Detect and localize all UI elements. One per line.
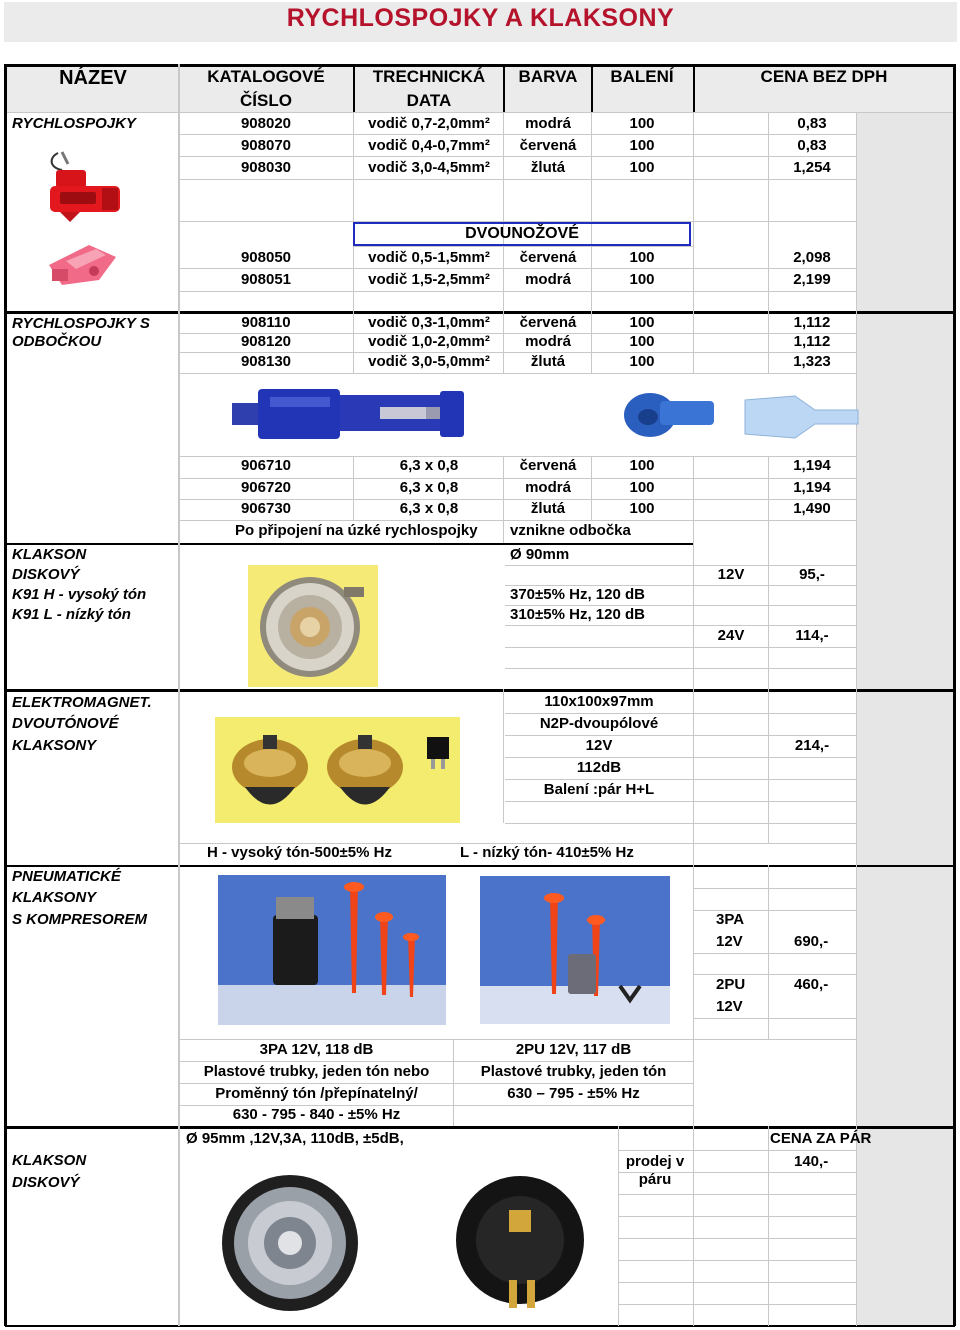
sec5-name-3: S KOMPRESOREM bbox=[12, 911, 148, 928]
sec4-name-1: ELEKTROMAGNET. bbox=[12, 694, 152, 711]
catalog-number: 908030 bbox=[240, 159, 292, 176]
sec3-name-2: DISKOVÝ bbox=[12, 566, 80, 583]
sec3-price-2: 114,- bbox=[795, 627, 829, 644]
pack-value: 100 bbox=[629, 137, 655, 154]
sec1-subhead: DVOUNOŽOVÉ bbox=[465, 225, 579, 242]
grid-vline bbox=[768, 1126, 769, 1326]
price-value: 1,194 bbox=[793, 457, 831, 474]
sec4-name-2: DVOUTÓNOVÉ bbox=[12, 715, 119, 732]
grid-hline bbox=[180, 134, 856, 135]
header-katalog-1: KATALOGOVÉ bbox=[207, 67, 325, 86]
price-value: 0,83 bbox=[797, 115, 827, 132]
color-value: červená bbox=[519, 457, 577, 474]
pack-value: 100 bbox=[629, 479, 655, 496]
color-value: žlutá bbox=[530, 159, 566, 176]
disc-horn-image bbox=[248, 565, 378, 687]
catalog-number: 908110 bbox=[241, 314, 291, 331]
air-horn-2pu-spec: Plastové trubky, jeden tón bbox=[480, 1063, 667, 1080]
pack-value: 100 bbox=[629, 333, 655, 350]
technical-data: vodič 0,7-2,0mm² bbox=[368, 115, 490, 132]
sec5-name-2: KLAKSONY bbox=[12, 889, 97, 906]
sec5-name-1: PNEUMATICKÉ bbox=[12, 868, 121, 885]
grid-hline bbox=[505, 779, 856, 780]
grid-hline bbox=[353, 246, 693, 247]
technical-data: vodič 1,5-2,5mm² bbox=[368, 271, 490, 288]
grid-hline bbox=[5, 1325, 955, 1327]
air-horn-2pu-spec: 2PU 12V, 117 dB bbox=[515, 1041, 632, 1058]
color-value: červená bbox=[519, 249, 577, 266]
price-value: 1,490 bbox=[793, 500, 831, 517]
pack-value: 100 bbox=[629, 249, 655, 266]
horn-spec: 12V bbox=[585, 737, 613, 754]
catalog-number: 908070 bbox=[240, 137, 292, 154]
grid-hline bbox=[618, 1260, 856, 1261]
sec6-prodej-1: prodej v bbox=[625, 1153, 685, 1170]
sec3-spec-l: 310±5% Hz, 120 dB bbox=[510, 606, 645, 623]
sec6-spec: Ø 95mm ,12V,3A, 110dB, ±5dB, bbox=[186, 1130, 404, 1147]
color-value: modrá bbox=[525, 271, 571, 288]
pack-value: 100 bbox=[629, 353, 655, 370]
sec5-price-2: 460,- bbox=[794, 976, 829, 993]
air-horn-3pa-spec: 630 - 795 - 840 - ±5% Hz bbox=[232, 1106, 401, 1123]
grid-hline bbox=[618, 1304, 856, 1305]
grid-hline bbox=[694, 974, 856, 975]
air-horns-2pu-image bbox=[480, 876, 670, 1024]
electromagnetic-horns-image bbox=[215, 717, 460, 823]
grid-vline bbox=[768, 865, 769, 1039]
pink-connector-image bbox=[44, 235, 124, 290]
color-value: modrá bbox=[525, 479, 571, 496]
grid-vline bbox=[4, 64, 7, 1326]
technical-data: 6,3 x 0,8 bbox=[399, 479, 459, 496]
price-value: 2,199 bbox=[793, 271, 831, 288]
sec3-voltage-2: 24V bbox=[717, 627, 745, 644]
sec5-model-1: 3PA bbox=[716, 911, 745, 928]
sec2-name-2: ODBOČKOU bbox=[12, 333, 102, 350]
price-value: 1,112 bbox=[793, 314, 831, 331]
grid-vline bbox=[953, 64, 956, 1326]
grid-hline bbox=[505, 757, 856, 758]
grid-hline bbox=[694, 1018, 856, 1019]
sec3-voltage-1: 12V bbox=[717, 566, 745, 583]
sec6-price: 140,- bbox=[794, 1153, 829, 1170]
grid-hline bbox=[505, 647, 856, 648]
color-value: červená bbox=[519, 314, 577, 331]
grid-vline bbox=[693, 112, 694, 311]
grid-hline bbox=[505, 713, 856, 714]
horn-spec: 110x100x97mm bbox=[544, 693, 654, 710]
disc-horn-black-image bbox=[215, 1165, 365, 1320]
catalog-number: 908050 bbox=[240, 249, 292, 266]
grid-hline bbox=[5, 865, 955, 867]
header-cena: CENA BEZ DPH bbox=[760, 67, 888, 86]
pack-value: 100 bbox=[629, 115, 655, 132]
pack-value: 100 bbox=[629, 457, 655, 474]
grid-vline bbox=[693, 1126, 694, 1326]
color-value: modrá bbox=[525, 115, 571, 132]
sec3-diameter: Ø 90mm bbox=[510, 546, 570, 563]
technical-data: 6,3 x 0,8 bbox=[399, 500, 459, 517]
catalog-number: 906730 bbox=[240, 500, 292, 517]
grid-hline bbox=[505, 735, 856, 736]
catalog-number: 908130 bbox=[240, 353, 292, 370]
pack-value: 100 bbox=[629, 314, 655, 331]
grid-hline bbox=[618, 1216, 856, 1217]
sec1-name: RYCHLOSPOJKY bbox=[12, 115, 136, 132]
sec2-note-b: vznikne odbočka bbox=[510, 522, 631, 539]
catalog-number: 906710 bbox=[240, 457, 292, 474]
header-nazev: NÁZEV bbox=[59, 67, 127, 89]
catalog-number: 906720 bbox=[240, 479, 292, 496]
sec6-name-1: KLAKSON bbox=[12, 1152, 87, 1169]
grid-hline bbox=[5, 689, 955, 692]
price-value: 1,323 bbox=[793, 353, 831, 370]
sec5-tone-l: L - nízký tón- 410±5% Hz bbox=[460, 844, 634, 861]
page-title: RYCHLOSPOJKY A KLAKSONY bbox=[286, 4, 675, 32]
grid-hline bbox=[5, 112, 955, 113]
grid-hline bbox=[180, 1083, 693, 1084]
horn-spec: Balení :pár H+L bbox=[543, 781, 655, 798]
grid-hline bbox=[618, 1150, 856, 1151]
horn-spec: 112dB bbox=[576, 759, 622, 776]
red-connector-image bbox=[40, 148, 130, 228]
price-value: 0,83 bbox=[797, 137, 827, 154]
sec4-name-3: KLAKSONY bbox=[12, 737, 97, 754]
technical-data: vodič 0,3-1,0mm² bbox=[368, 314, 490, 331]
blue-tap-connector-image bbox=[620, 385, 720, 445]
blue-splice-connector-image bbox=[230, 385, 470, 445]
sec2-name-1: RYCHLOSPOJKY S bbox=[12, 315, 150, 332]
technical-data: vodič 0,4-0,7mm² bbox=[368, 137, 490, 154]
sec5-tone-h: H - vysoký tón-500±5% Hz bbox=[207, 844, 392, 861]
grid-hline bbox=[180, 156, 856, 157]
grid-hline bbox=[694, 953, 856, 954]
catalog-number: 908120 bbox=[240, 333, 292, 350]
grid-hline bbox=[180, 1061, 693, 1062]
grid-hline bbox=[180, 291, 856, 292]
air-horn-2pu-spec: 630 – 795 - ±5% Hz bbox=[507, 1085, 640, 1102]
pack-value: 100 bbox=[629, 500, 655, 517]
sec3-name-1: KLAKSON bbox=[12, 546, 87, 563]
grid-hline bbox=[505, 625, 856, 626]
color-value: žlutá bbox=[530, 500, 566, 517]
grid-hline bbox=[618, 1282, 856, 1283]
technical-data: vodič 0,5-1,5mm² bbox=[368, 249, 490, 266]
sec5-model-2: 2PU bbox=[716, 976, 746, 993]
grid-vline bbox=[768, 689, 769, 843]
technical-data: vodič 1,0-2,0mm² bbox=[368, 333, 490, 350]
price-value: 2,098 bbox=[793, 249, 831, 266]
color-value: žlutá bbox=[530, 353, 566, 370]
disc-horn-back-image bbox=[445, 1170, 595, 1320]
color-value: červená bbox=[519, 137, 577, 154]
grid-hline bbox=[505, 823, 856, 824]
grid-hline bbox=[180, 520, 856, 521]
grid-vline bbox=[693, 311, 694, 373]
grid-hline bbox=[180, 1039, 856, 1040]
price-value: 1,194 bbox=[793, 479, 831, 496]
air-horn-3pa-spec: Proměnný tón /přepínatelný/ bbox=[215, 1085, 418, 1102]
grid-hline bbox=[618, 1194, 856, 1195]
header-katalog-2: ČÍSLO bbox=[240, 91, 292, 110]
sec3-spec-h: 370±5% Hz, 120 dB bbox=[510, 586, 645, 603]
transparent-connector-image bbox=[740, 392, 865, 442]
header-tech-1: TRECHNICKÁ bbox=[372, 67, 486, 86]
color-value: modrá bbox=[525, 333, 571, 350]
grid-hline bbox=[5, 543, 693, 545]
grid-hline bbox=[5, 1126, 955, 1129]
catalog-number: 908051 bbox=[240, 271, 292, 288]
sec6-name-2: DISKOVÝ bbox=[12, 1174, 80, 1191]
grid-hline bbox=[694, 888, 856, 889]
grid-hline bbox=[180, 268, 856, 269]
catalog-number: 908020 bbox=[240, 115, 292, 132]
page-title-bar bbox=[4, 2, 957, 42]
sec6-cena-za-par: CENA ZA PÁR bbox=[770, 1130, 872, 1147]
air-horn-3pa-spec: Plastové trubky, jeden tón nebo bbox=[203, 1063, 430, 1080]
pack-value: 100 bbox=[629, 271, 655, 288]
header-barva: BARVA bbox=[518, 67, 578, 86]
sec5-price-1: 690,- bbox=[794, 933, 829, 950]
grid-hline bbox=[180, 373, 856, 374]
price-value: 1,112 bbox=[793, 333, 831, 350]
header-tech-2: DATA bbox=[406, 91, 452, 110]
header-baleni: BALENÍ bbox=[610, 67, 674, 86]
sec3-price-1: 95,- bbox=[799, 566, 825, 583]
technical-data: 6,3 x 0,8 bbox=[399, 457, 459, 474]
grid-hline bbox=[505, 801, 856, 802]
sec5-voltage-1: 12V bbox=[716, 933, 743, 950]
sec3-name-4: K91 L - nízký tón bbox=[12, 606, 131, 623]
sec6-prodej-2: páru bbox=[638, 1171, 672, 1188]
sec3-name-3: K91 H - vysoký tón bbox=[12, 586, 147, 603]
grid-hline bbox=[180, 179, 856, 180]
air-horn-3pa-spec: 3PA 12V, 118 dB bbox=[259, 1041, 374, 1058]
grid-hline bbox=[505, 668, 856, 669]
grid-hline bbox=[618, 1238, 856, 1239]
pack-value: 100 bbox=[629, 159, 655, 176]
sec2-note-a: Po připojení na úzké rychlospojky bbox=[235, 522, 478, 539]
technical-data: vodič 3,0-5,0mm² bbox=[368, 353, 490, 370]
sec4-price: 214,- bbox=[794, 737, 830, 754]
air-horns-3pa-image bbox=[218, 875, 446, 1025]
horn-spec: N2P-dvoupólové bbox=[539, 715, 659, 732]
price-value: 1,254 bbox=[793, 159, 831, 176]
sec5-voltage-2: 12V bbox=[716, 998, 743, 1015]
technical-data: vodič 3,0-4,5mm² bbox=[368, 159, 490, 176]
